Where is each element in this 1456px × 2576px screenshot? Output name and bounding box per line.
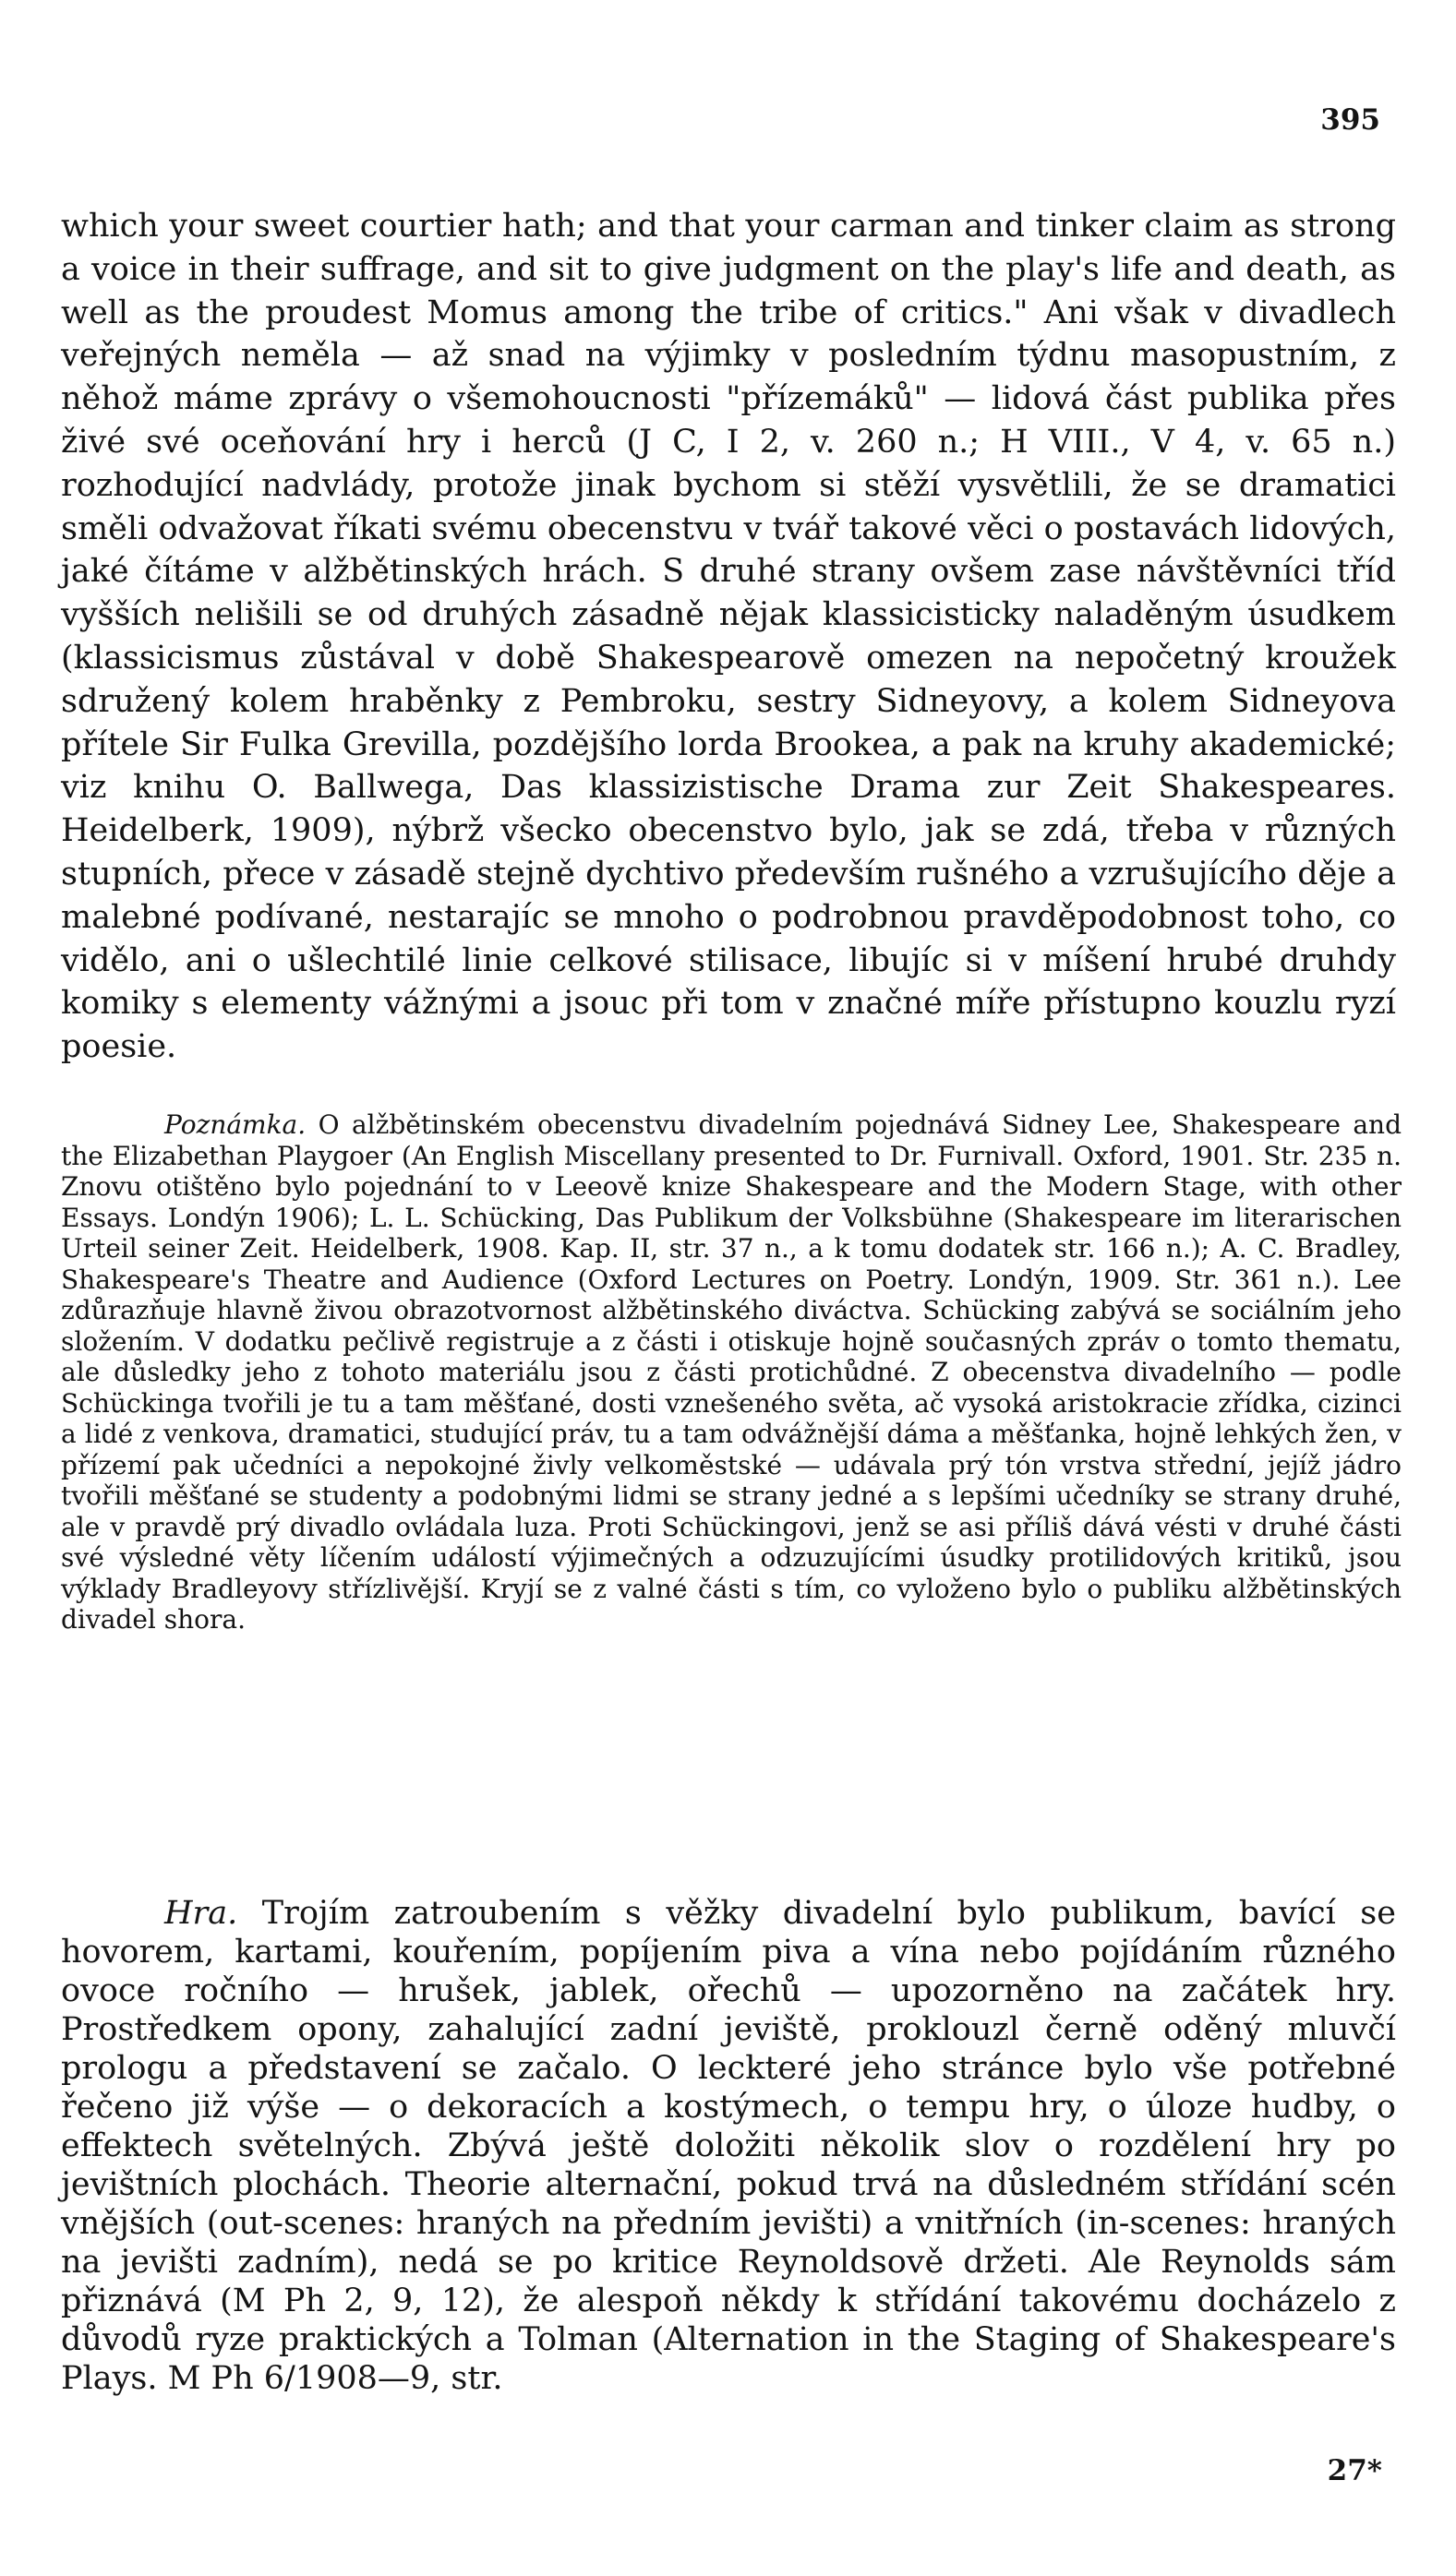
play-label: Hra. bbox=[164, 1895, 238, 1932]
play-paragraph bbox=[61, 1894, 1396, 2398]
note-label: Poznámka. bbox=[164, 1109, 307, 1140]
note-paragraph bbox=[61, 1109, 1402, 1635]
play-body: Trojím zatroubením s věžky divadelní bylo publikum, bavící se hovorem, kartami, kouřením, popíjením piva a vína nebo pojídáním různého ovoce ročního — hrušek, jablek, ořechů — upozorněno na začátek hry. Prostředkem opony, zahalující zadní jeviště, proklouzl černě oděný mluvčí prologu a představení se začalo. O leckteré jeho stránce bylo vše potřebné řečeno již výše — o dekoracích a kostýmech, o tempu hry, o úloze hudby, o effektech světelných. Zbývá ještě doložiti několik slov o rozdělení hry po jevištních plochách. Theorie alternační, pokud trvá na důsledném střídání scén vnějších (out-scenes: hraných na předním jevišti) a vnitřních (in-scenes: hraných na jevišti zadním), nedá se po kritice Reynoldsově držeti. Ale Reynolds sám přiznává (M Ph 2, 9, 12), že alespoň někdy k střídání takovému docházelo z důvodů ryze praktických a Tolman (Alternation in the Staging of Shakespeare's Plays. M Ph 6/1908—9, str. bbox=[61, 1895, 1396, 2397]
signature-mark: 27* bbox=[1327, 2454, 1382, 2487]
page-number: 395 bbox=[1320, 103, 1380, 137]
note-body: O alžbětinském obecenstvu divadelním pojednává Sidney Lee, Shakespeare and the Elizabethan Playgoer (An English Miscellany presented to Dr. Furnivall. Oxford, 1901. Str. 235 n. Znovu otištěno bylo pojednání to v Leeově knize Shakespeare and the Modern Stage, with other Essays. Londýn 1906); L. L. Schücking, Das Publikum der Volksbühne (Shakespeare im literarischen Urteil seiner Zeit. Heidelberk, 1908. Kap. II, str. 37 n., a k tomu dodatek str. 166 n.); A. C. Bradley, Shakespeare's Theatre and Audience (Oxford Lectures on Poetry. Londýn, 1909. Str. 361 n.). Lee zdůrazňuje hlavně živou obrazotvornost alžbětinského diváctva. Schücking zabývá se sociálním jeho složením. V dodatku pečlivě registruje a z části i otiskuje hojně současných zpráv o tomto thematu, ale důsledky jeho z tohoto materiálu jsou z části protichůdné. Z obecenstva divadelního — podle Schückinga tvořili je tu a tam měšťané, dosti vznešeného světa, ač vysoká aristokracie zřídka, cizinci a lidé z venkova, dramatici, studující práv, tu a tam odvážnější dáma a měšťanka, hojně lehkých žen, v přízemí pak učedníci a nepokojné živly velkoměstské — udávala prý tón vrstva střední, jejíž jádro tvořili měšťané se studenty a podobnými lidmi se strany jedné a s lepšími učedníky se strany druhé, ale v pravdě prý divadlo ovládala luza. Proti Schückingovi, jenž se asi příliš dává vésti v druhé části své výsledné věty líčením událostí výjimečných a odzuzujícími úsudky protilidových kritiků, jsou výklady Bradleyovy střízlivější. Kryjí se z valné části s tím, co vyloženo bylo o publiku alžbětinských divadel shora. bbox=[61, 1109, 1402, 1635]
main-paragraph: which your sweet courtier hath; and that your carman and tinker claim as strong a voice in their suffrage, and sit to give judgment on the play's life and death, as well as the proudest Momus among the tribe of critics." Ani však v divadlech veřejných neměla — až snad na výjimky v posledním týdnu masopustním, z něhož máme zprávy o všemohoucnosti "přízemáků" — lidová část publika přes živé své oceňování hry i herců (J C, I 2, v. 260 n.; H VIII., V 4, v. 65 n.) rozhodující nadvlády, protože jinak bychom si stěží vysvětlili, že se dramatici směli odvažovat říkati svému obecenstvu v tvář takové věci o postavách lidových, jaké čítáme v alžbětinských hrách. S druhé strany ovšem zase návštěvníci tříd vyšších nelišili se od druhých zásadně nějak klassicisticky naladěným úsudkem (klassicismus zůstával v době Shakespearově omezen na nepočetný kroužek sdružený kolem hraběnky z Pembroku, sestry Sidneyovy, a kolem Sidneyova přítele Sir Fulka Grevilla, pozdějšího lorda Brookea, a pak na kruhy akademické; viz knihu O. Ballwega, Das klassizistische Drama zur Zeit Shakespeares. Heidelberk, 1909), nýbrž všecko obecenstvo bylo, jak se zdá, třeba v různých stupních, přece v zásadě stejně dychtivo především rušného a vzrušujícího děje a malebné podívané, nestarajíc se mnoho o podrobnou pravděpodobnost toho, co vidělo, ani o ušlechtilé linie celkové stilisace, libujíc si v míšení hrubé druhdy komiky s elementy vážnými a jsouc při tom v značné míře přístupno kouzlu ryzí poesie. bbox=[61, 208, 1396, 1066]
